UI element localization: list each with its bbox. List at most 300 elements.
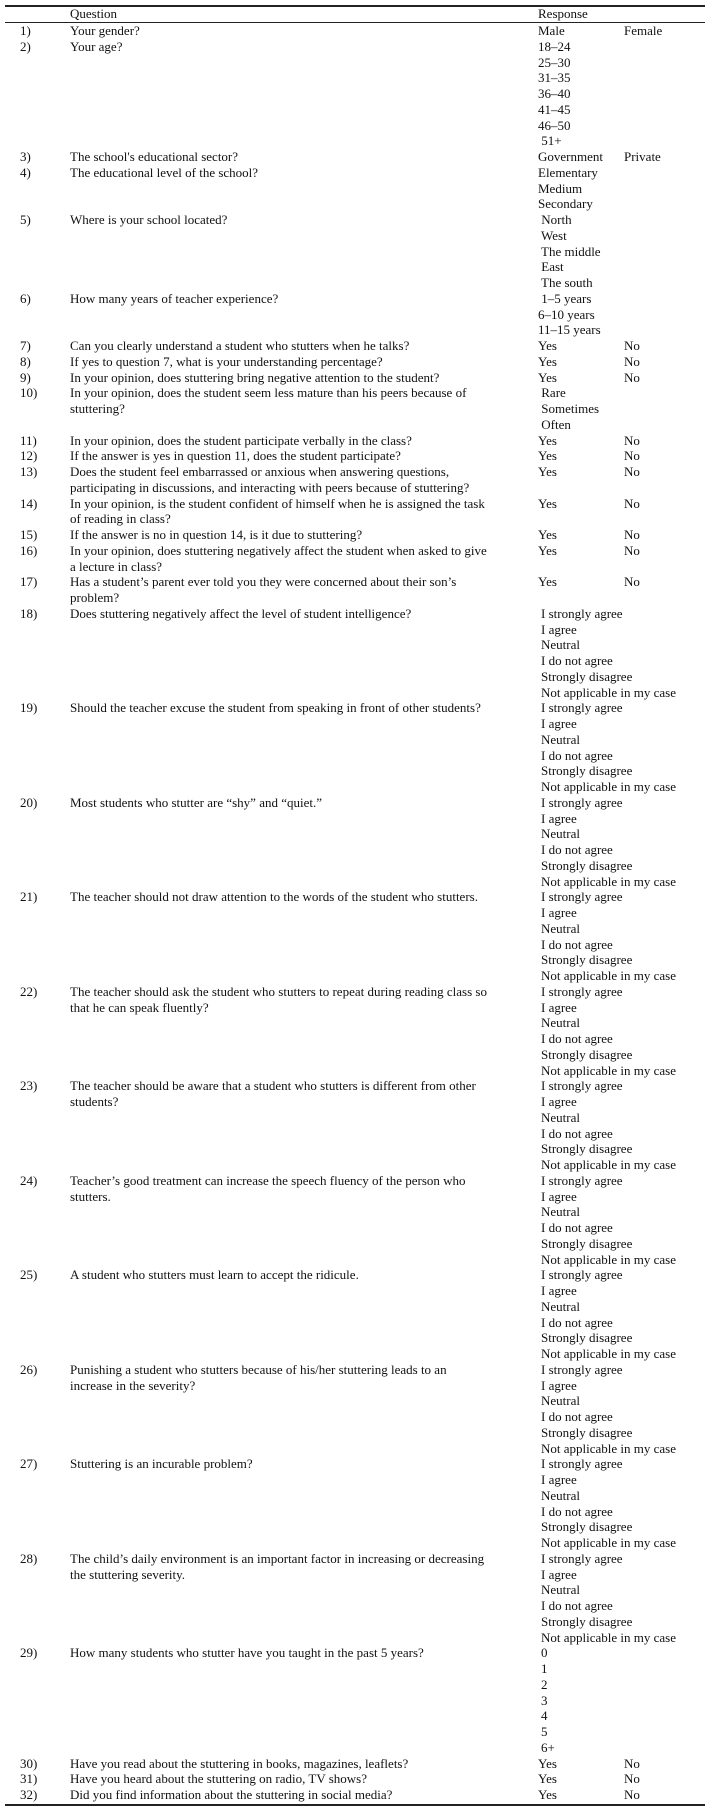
table-row — [0, 370, 713, 386]
question-number: 29) — [20, 1645, 38, 1661]
question-number: 21) — [20, 889, 38, 905]
question-text-line: problem? — [70, 590, 120, 605]
response-option-line — [541, 1094, 711, 1110]
table-row — [0, 1078, 713, 1173]
response-option-line — [538, 448, 708, 464]
response-option-line — [541, 795, 711, 811]
table-row — [0, 1267, 713, 1362]
response-option: Not applicable in my case — [541, 1535, 677, 1550]
response-option-line — [538, 464, 708, 480]
response-option-line — [541, 842, 711, 858]
response-option: No — [624, 542, 640, 558]
response-option-line — [541, 1535, 711, 1551]
response-option: I strongly agree — [541, 605, 623, 621]
question-text-line: The educational level of the school? — [70, 164, 259, 180]
response-option: Yes — [538, 464, 557, 479]
response-option: I agree — [541, 1377, 577, 1393]
response-options — [538, 496, 708, 512]
response-option: 1–5 years — [538, 290, 592, 306]
question-number: 4) — [20, 164, 31, 180]
response-option: I do not agree — [541, 842, 613, 857]
response-option: I agree — [541, 1566, 577, 1582]
response-option-line — [538, 1787, 708, 1803]
question-text-line: Should the teacher excuse the student from speaking in front of other students? — [70, 700, 481, 716]
response-option-line — [538, 149, 708, 165]
response-option: I agree — [541, 621, 577, 637]
question-number: 18) — [20, 605, 38, 621]
response-option-line — [541, 606, 711, 622]
response-option: Yes — [538, 1755, 557, 1771]
response-option-line — [538, 1771, 708, 1787]
question-column-header: Question — [70, 6, 117, 21]
response-option-line — [538, 102, 708, 118]
response-option: I agree — [541, 1283, 577, 1298]
response-option-line — [541, 1220, 711, 1236]
response-option-line — [541, 811, 711, 827]
response-option: I strongly agree — [541, 794, 623, 810]
response-option: Neutral — [541, 1109, 580, 1125]
question-number: 8) — [20, 353, 31, 369]
response-option-line — [541, 1645, 711, 1661]
response-option-line — [541, 685, 711, 701]
table-row — [0, 574, 713, 606]
response-option-line — [538, 307, 708, 323]
response-option-line — [541, 1456, 711, 1472]
response-option-line — [538, 23, 708, 39]
response-option: No — [624, 495, 640, 511]
response-option: Neutral — [541, 1298, 580, 1314]
response-option: 11–15 years — [538, 322, 601, 338]
response-option: Yes — [538, 527, 557, 542]
response-option-line — [541, 1283, 711, 1299]
question-number: 15) — [20, 527, 38, 542]
response-option: 6+ — [541, 1739, 555, 1755]
table-row — [0, 1551, 713, 1646]
response-option: Not applicable in my case — [541, 684, 677, 700]
question-text-line: In your opinion, does the student participate verbally in the class? — [70, 432, 412, 448]
response-option: Strongly disagree — [541, 1330, 633, 1346]
question-text — [70, 527, 530, 543]
table-row — [0, 543, 713, 575]
response-option: Neutral — [541, 731, 580, 747]
question-text-line: Does stuttering negatively affect the level of student intelligence? — [70, 605, 412, 621]
question-text — [70, 1078, 530, 1110]
question-text — [70, 39, 530, 55]
response-option: East — [538, 259, 564, 275]
response-option-line — [538, 55, 708, 71]
response-option: I do not agree — [541, 747, 613, 763]
response-option-line — [538, 338, 708, 354]
response-option-line — [541, 1393, 711, 1409]
response-option: Sometimes — [538, 401, 600, 416]
response-options — [541, 1456, 711, 1551]
response-options — [538, 433, 708, 449]
response-option: Neutral — [541, 1015, 580, 1031]
question-text — [70, 354, 530, 370]
response-option: I strongly agree — [541, 1550, 623, 1566]
question-text-line: students? — [70, 1094, 119, 1109]
response-option: Strongly disagree — [541, 952, 633, 968]
response-option: Yes — [538, 432, 557, 448]
question-number: 2) — [20, 38, 31, 54]
question-text — [70, 984, 530, 1016]
response-option-line — [541, 1015, 711, 1031]
question-text-line: of reading in class? — [70, 511, 171, 527]
response-option-line — [541, 1693, 711, 1709]
response-option: I do not agree — [541, 653, 613, 668]
response-options — [538, 1771, 708, 1787]
response-options — [541, 795, 711, 890]
response-options — [541, 606, 711, 701]
response-option-line — [541, 1204, 711, 1220]
question-number: 27) — [20, 1456, 38, 1472]
response-option: Yes — [538, 448, 557, 464]
response-option-line — [541, 716, 711, 732]
response-option-line — [541, 952, 711, 968]
question-text-line: Did you find information about the stuttering in social media? — [70, 1787, 393, 1802]
response-option: I strongly agree — [541, 983, 623, 999]
response-option-line — [538, 574, 708, 590]
question-number: 1) — [20, 23, 31, 38]
response-option: No — [624, 1771, 640, 1787]
table-row — [0, 212, 713, 291]
question-text — [70, 291, 530, 307]
response-options — [541, 1267, 711, 1362]
response-option-line — [541, 1740, 711, 1756]
response-option-line — [538, 527, 708, 543]
question-text-line: increase in the severity? — [70, 1377, 196, 1393]
response-option: 3 — [541, 1692, 548, 1708]
question-text-line: If the answer is yes in question 11, does the student participate? — [70, 448, 401, 464]
question-text-line: that he can speak fluently? — [70, 999, 209, 1015]
table-row — [0, 338, 713, 354]
table-row — [0, 464, 713, 496]
response-option-line — [538, 385, 708, 401]
response-options — [541, 984, 711, 1079]
table-row — [0, 700, 713, 795]
question-text-line: In your opinion, does stuttering negatively affect the student when asked to give — [70, 542, 487, 558]
response-option-line — [541, 826, 711, 842]
response-option-line — [538, 417, 708, 433]
response-option-line — [541, 1189, 711, 1205]
question-text — [70, 370, 530, 386]
response-options — [538, 543, 708, 559]
question-text — [70, 1267, 530, 1283]
response-option: The south — [538, 275, 593, 290]
response-option-line — [541, 1630, 711, 1646]
response-options — [538, 527, 708, 543]
response-option: I strongly agree — [541, 1267, 623, 1283]
question-number: 6) — [20, 290, 31, 306]
question-text-line: Stuttering is an incurable problem? — [70, 1456, 253, 1472]
response-option-line — [541, 1000, 711, 1016]
response-option: I do not agree — [541, 1598, 613, 1613]
response-option: Strongly disagree — [541, 1424, 633, 1440]
response-option: Yes — [538, 1787, 557, 1802]
table-row — [0, 165, 713, 212]
response-option: 18–24 — [538, 38, 571, 54]
response-option-line — [541, 1472, 711, 1488]
question-text-line: A student who stutters must learn to accept the ridicule. — [70, 1267, 359, 1283]
response-option-line — [541, 858, 711, 874]
question-number: 5) — [20, 212, 31, 227]
question-number: 14) — [20, 495, 38, 511]
response-option: Neutral — [541, 1204, 580, 1220]
question-text — [70, 149, 530, 165]
response-options — [538, 1756, 708, 1772]
response-option-line — [538, 244, 708, 260]
question-text — [70, 1787, 530, 1803]
response-option: Medium — [538, 180, 583, 196]
response-option-line — [541, 1141, 711, 1157]
question-text-line: Has a student’s parent ever told you they were concerned about their son’s — [70, 574, 457, 590]
response-option-line — [541, 1252, 711, 1268]
response-option: 6–10 years — [538, 306, 595, 322]
question-text — [70, 889, 530, 905]
question-number: 22) — [20, 983, 38, 999]
response-option: I agree — [541, 1188, 577, 1204]
response-option-line — [541, 968, 711, 984]
response-option: I do not agree — [541, 1409, 613, 1424]
response-option-line — [541, 1677, 711, 1693]
response-option-line — [541, 1299, 711, 1315]
response-options — [538, 464, 708, 480]
response-option-line — [541, 653, 711, 669]
table-bottom-rule — [5, 1804, 705, 1806]
table-row — [0, 1787, 713, 1803]
response-option: No — [624, 369, 640, 385]
question-text-line: The teacher should ask the student who stutters to repeat during reading class so — [70, 983, 487, 999]
question-text-line: Your gender? — [70, 23, 140, 38]
table-row — [0, 448, 713, 464]
response-option-line — [541, 1488, 711, 1504]
response-option: I agree — [541, 716, 577, 731]
response-option: Strongly disagree — [541, 857, 633, 873]
response-option: Not applicable in my case — [541, 1157, 677, 1172]
response-option: Yes — [538, 338, 557, 353]
table-row — [0, 149, 713, 165]
response-option: Neutral — [541, 1582, 580, 1598]
response-option-line — [541, 1582, 711, 1598]
question-text-line: Have you heard about the stuttering on radio, TV shows? — [70, 1771, 368, 1787]
table-row — [0, 984, 713, 1079]
response-options — [538, 1787, 708, 1803]
response-option: 5 — [541, 1724, 548, 1739]
question-text-line: stutters. — [70, 1188, 111, 1204]
response-option-line — [538, 543, 708, 559]
response-option-line — [538, 370, 708, 386]
response-option-line — [541, 700, 711, 716]
response-option: No — [624, 1787, 640, 1802]
table-row — [0, 1362, 713, 1457]
response-options — [538, 165, 708, 212]
response-option: Neutral — [541, 826, 580, 842]
response-option: Neutral — [541, 920, 580, 936]
response-option-line — [538, 259, 708, 275]
response-option-line — [541, 1346, 711, 1362]
question-text-line: the stuttering severity. — [70, 1566, 186, 1582]
response-option: 2 — [541, 1676, 548, 1692]
response-option: 46–50 — [538, 117, 571, 133]
response-option: Yes — [538, 574, 557, 590]
response-option: Secondary — [538, 196, 593, 212]
response-option: 4 — [541, 1708, 548, 1724]
question-number: 16) — [20, 542, 38, 558]
table-row — [0, 354, 713, 370]
response-option: I strongly agree — [541, 1456, 623, 1472]
response-option: Strongly disagree — [541, 1046, 633, 1062]
response-option-line — [541, 1614, 711, 1630]
response-option: Not applicable in my case — [541, 779, 677, 794]
response-option: 25–30 — [538, 54, 571, 70]
table-row — [0, 39, 713, 149]
response-option-line — [541, 984, 711, 1000]
response-option: No — [624, 448, 640, 464]
response-option-line — [541, 763, 711, 779]
response-option: Strongly disagree — [541, 668, 633, 684]
question-text-line: How many years of teacher experience? — [70, 290, 279, 306]
response-option-line — [541, 1126, 711, 1142]
response-option: I strongly agree — [541, 1172, 623, 1188]
question-text — [70, 433, 530, 449]
response-option-line — [541, 1409, 711, 1425]
question-text — [70, 543, 530, 575]
question-number: 10) — [20, 385, 38, 401]
response-option: Not applicable in my case — [541, 1251, 677, 1267]
response-option-line — [541, 1425, 711, 1441]
question-text — [70, 1645, 530, 1661]
response-option: Strongly disagree — [541, 1613, 633, 1629]
response-option: No — [624, 527, 640, 542]
response-option: No — [624, 574, 640, 590]
response-option-line — [541, 622, 711, 638]
response-option-line — [541, 1315, 711, 1331]
response-option: I do not agree — [541, 1031, 613, 1046]
question-number: 13) — [20, 464, 38, 479]
response-option-line — [538, 291, 708, 307]
response-option: I agree — [541, 905, 577, 920]
response-options — [538, 39, 708, 149]
response-option-line — [541, 1157, 711, 1173]
response-option-line — [541, 1598, 711, 1614]
question-number: 32) — [20, 1787, 38, 1802]
questionnaire-table-body — [0, 23, 713, 1803]
response-option-line — [541, 1047, 711, 1063]
response-option: Strongly disagree — [541, 1235, 633, 1251]
response-option-line — [541, 779, 711, 795]
response-option: I strongly agree — [541, 700, 623, 716]
response-option-line — [541, 874, 711, 890]
response-option-line — [541, 1236, 711, 1252]
response-options — [541, 1078, 711, 1173]
response-options — [538, 370, 708, 386]
question-text-line: The teacher should be aware that a student who stutters is different from other — [70, 1078, 476, 1094]
response-option-line — [538, 70, 708, 86]
question-text — [70, 795, 530, 811]
question-text — [70, 338, 530, 354]
question-text-line: If yes to question 7, what is your understanding percentage? — [70, 353, 383, 369]
response-option: I agree — [541, 810, 577, 826]
question-text-line: In your opinion, does the student seem less mature than his peers because of — [70, 385, 467, 401]
question-text — [70, 165, 530, 181]
response-options — [538, 338, 708, 354]
question-text — [70, 1362, 530, 1394]
response-option: 41–45 — [538, 101, 571, 117]
question-text-line: In your opinion, is the student confident of himself when he is assigned the task — [70, 495, 485, 511]
question-number: 25) — [20, 1267, 38, 1283]
response-option-line — [538, 118, 708, 134]
response-option-line — [541, 1708, 711, 1724]
response-option: I do not agree — [541, 1503, 613, 1519]
question-text-line: If the answer is no in question 14, is it due to stuttering? — [70, 527, 363, 542]
response-option: I strongly agree — [541, 1078, 623, 1094]
question-text-line: How many students who stutter have you taught in the past 5 years? — [70, 1645, 424, 1661]
question-text — [70, 464, 530, 496]
table-row — [0, 889, 713, 984]
response-option-line — [538, 1756, 708, 1772]
response-options — [538, 291, 708, 338]
question-text — [70, 23, 530, 39]
question-text — [70, 1173, 530, 1205]
response-option-line — [538, 165, 708, 181]
response-options — [541, 1645, 711, 1755]
response-option: Not applicable in my case — [541, 1062, 677, 1078]
table-row — [0, 496, 713, 528]
table-row — [0, 1173, 713, 1268]
response-option-line — [541, 1031, 711, 1047]
response-option-line — [538, 228, 708, 244]
response-option: North — [538, 212, 572, 227]
response-option-line — [541, 1378, 711, 1394]
question-text — [70, 496, 530, 528]
response-options — [541, 889, 711, 984]
response-option: No — [624, 464, 640, 479]
response-option: 31–35 — [538, 70, 571, 86]
response-option: Strongly disagree — [541, 763, 633, 779]
table-row — [0, 1756, 713, 1772]
response-option-line — [538, 39, 708, 55]
question-text — [70, 212, 530, 228]
response-option-line — [541, 669, 711, 685]
question-text-line: Can you clearly understand a student who stutters when he talks? — [70, 338, 410, 353]
question-number: 11) — [20, 432, 37, 448]
response-options — [538, 448, 708, 464]
response-option: I strongly agree — [541, 1361, 623, 1377]
question-text-line: The child’s daily environment is an important factor in increasing or decreasing — [70, 1550, 485, 1566]
question-number: 28) — [20, 1550, 38, 1566]
response-options — [538, 23, 708, 39]
response-option-line — [541, 1110, 711, 1126]
question-text-line: The school's educational sector? — [70, 149, 239, 164]
response-option: Rare — [538, 385, 566, 401]
response-options — [541, 1551, 711, 1646]
response-option-line — [541, 1063, 711, 1079]
response-option: I agree — [541, 1094, 577, 1109]
question-number: 7) — [20, 338, 31, 353]
response-option-line — [541, 889, 711, 905]
question-text — [70, 448, 530, 464]
table-row — [0, 795, 713, 890]
question-text-line: participating in discussions, and interacting with peers because of stuttering? — [70, 479, 470, 495]
response-option-line — [541, 732, 711, 748]
response-option-line — [538, 212, 708, 228]
response-option: 51+ — [538, 133, 562, 149]
response-option-line — [541, 1362, 711, 1378]
response-option-line — [541, 1551, 711, 1567]
table-row — [0, 23, 713, 39]
response-option: Not applicable in my case — [541, 873, 677, 889]
response-option: 36–40 — [538, 86, 571, 101]
